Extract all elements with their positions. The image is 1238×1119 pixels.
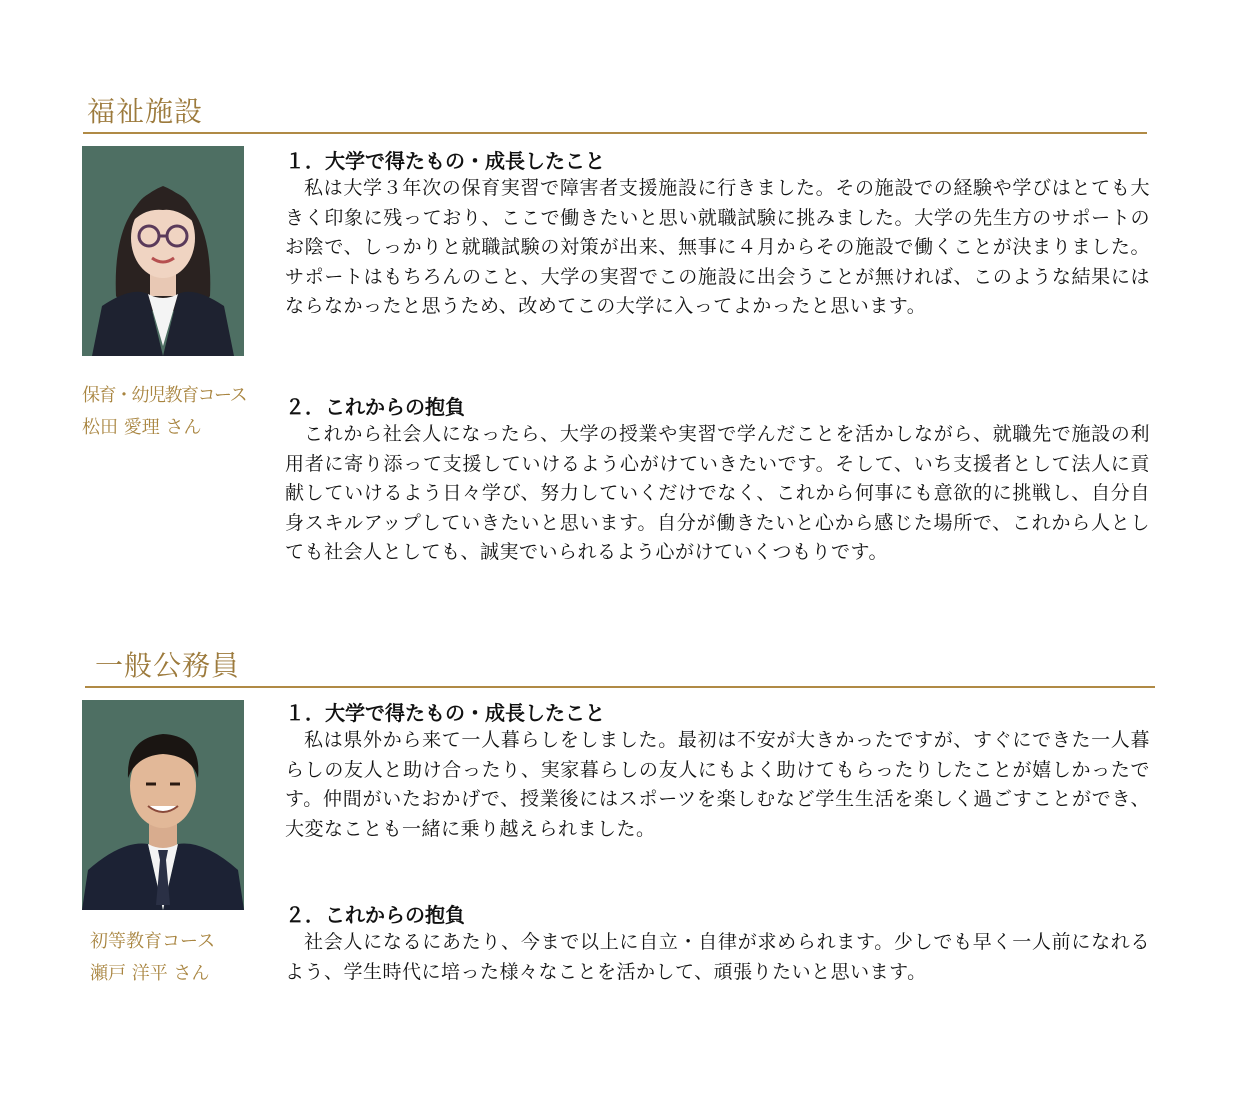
answer-block-4 [285,902,1150,987]
answer-block-1 [285,148,1150,322]
section-title-public-servant: 一般公務員 [95,649,241,682]
course-label: 保育・幼児教育コース [82,385,247,406]
answer-text: 私は大学３年次の保育実習で障害者支援施設に行きました。その施設での経験や学びはとても大きく印象に残っており、ここで働きたいと思い就職試験に挑みました。大学の先生方のサポートのお陰で、しっかりと就職試験の対策が出来、無事に４月からその施設で働くことが決まりました。サポートはもちろんのこと、大学の実習でこの施設に出会うことが無ければ、このような結果にはならなかったと思うため、改めてこの大学に入ってよかったと思います。 [285,177,1150,317]
portrait-illustration [82,146,244,356]
course-label: 初等教育コース [90,931,216,952]
answer-text: 私は県外から来て一人暮らしをしました。最初は不安が大きかったですが、すぐにできた一人暮らしの友人と助け合ったり、実家暮らしの友人にもよく助けてもらったりしたことが嬉しかったです。仲間がいたおかげで、授業後にはスポーツを楽しむなど学生生活を楽しく過ごすことができ、大変なことも一緒に乗り越えられました。 [285,729,1150,840]
section-divider [85,686,1155,688]
question-heading: ２．これからの抱負 [285,395,465,419]
answer-text: 社会人になるにあたり、今まで以上に自立・自律が求められます。少しでも早く一人前になれるよう、学生時代に培った様々なことを活かして、頑張りたいと思います。 [285,931,1150,983]
answer-text: これから社会人になったら、大学の授業や実習で学んだことを活かしながら、就職先で施設の利用者に寄り添って支援していけるよう心がけていきたいです。そして、いち支援者として法人に貢献していけるよう日々学び、努力していくだけでなく、これから何事にも意欲的に挑戦し、自分自身スキルアップしていきたいと思います。自分が働きたいと心から感じた場所で、これから人としても社会人としても、誠実でいられるよう心がけていくつもりです。 [285,423,1150,563]
question-heading: ２．これからの抱負 [285,903,465,927]
person-name: 松田 愛理 さん [82,417,202,438]
answer-block-3 [285,700,1150,844]
section-divider [83,132,1147,134]
portrait-illustration [82,700,244,910]
person-name: 瀬戸 洋平 さん [90,963,210,984]
portrait-photo-male [82,700,244,910]
answer-block-2 [285,394,1150,568]
person-info [82,380,246,444]
question-heading: １．大学で得たもの・成長したこと [285,149,605,173]
person-info [90,926,215,990]
section-title-welfare: 福祉施設 [87,95,204,128]
portrait-photo-female [82,146,244,356]
question-heading: １．大学で得たもの・成長したこと [285,701,605,725]
